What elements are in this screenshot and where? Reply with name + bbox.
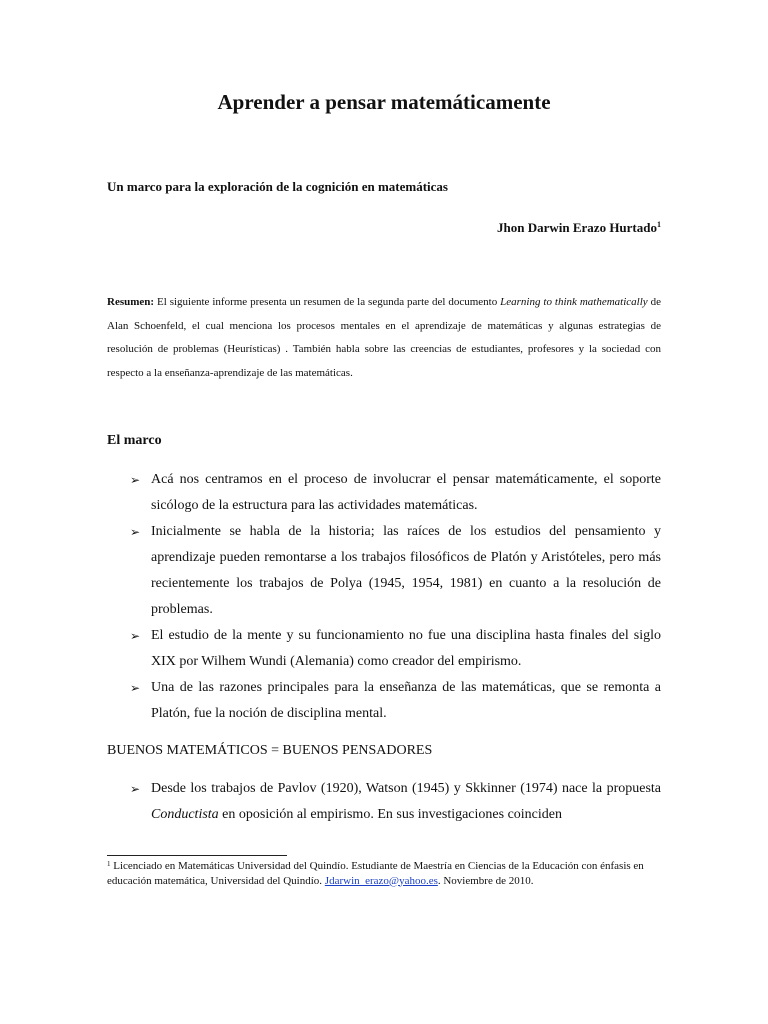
list-item	[107, 519, 661, 623]
email-link[interactable]: Jdarwin_erazo@yahoo.es	[324, 874, 438, 887]
list-item-italic: Conductista	[151, 807, 219, 822]
document-title: Aprender a pensar matemáticamente	[217, 90, 551, 114]
footnote	[107, 859, 661, 888]
abstract-label: Resumen:	[107, 296, 155, 308]
list-item-text-part2: en oposición al empirismo. En sus investigaciones coinciden	[218, 807, 562, 822]
bullet-list	[107, 467, 661, 727]
arrow-bullet-icon: ➢	[130, 525, 141, 539]
abstract-text-part2: de Alan Schoenfeld, el cual menciona los procesos mentales en el aprendizaje de matemáticas y algunas estrategias de resolución de problemas (Heurísticas) . También habla sobre las creencias de estudiantes, profesores y la sociedad con respecto a la enseñanza-aprendizaje de las matemáticas.	[107, 296, 662, 379]
abstract-italic-title: Learning to think mathematically	[500, 296, 648, 308]
section-heading: El marco	[107, 433, 162, 448]
list-item-text: Una de las razones principales para la enseñanza de las matemáticas, que se remonta a Platón, fue la noción de disciplina mental.	[151, 680, 661, 721]
footnote-text-part2: . Noviembre de 2010.	[437, 874, 534, 887]
arrow-bullet-icon: ➢	[130, 681, 141, 695]
document-subtitle: Un marco para la exploración de la cognición en matemáticas	[107, 179, 448, 194]
arrow-bullet-icon: ➢	[130, 782, 141, 796]
arrow-bullet-icon: ➢	[130, 473, 141, 487]
abstract-text-part1: El siguiente informe presenta un resumen de la segunda parte del documento	[154, 296, 501, 308]
list-item	[107, 467, 661, 519]
author-name: Jhon Darwin Erazo Hurtado	[497, 220, 657, 235]
list-item	[107, 776, 661, 828]
equation-heading: BUENOS MATEMÁTICOS = BUENOS PENSADORES	[107, 743, 433, 758]
list-item-text: Inicialmente se habla de la historia; las raíces de los estudios del pensamiento y aprendizaje pueden remontarse a los trabajos filosóficos de Platón y Aristóteles, pero más recientemente los trabajos de Polya (1945, 1954, 1981) en cuanto a la resolución de problemas.	[151, 524, 661, 617]
list-item	[107, 675, 661, 727]
abstract-paragraph	[107, 291, 661, 385]
list-item-text-part1: Desde los trabajos de Pavlov (1920), Watson (1945) y Skkinner (1974) nace la propuesta	[151, 781, 661, 796]
list-item	[107, 623, 661, 675]
author-line	[497, 219, 661, 237]
footnote-mark: 1	[107, 860, 111, 868]
bullet-list-continued	[107, 776, 661, 828]
author-footnote-mark: 1	[657, 220, 661, 229]
list-item-text: Acá nos centramos en el proceso de involucrar el pensar matemáticamente, el soporte sicólogo de la estructura para las actividades matemáticas.	[151, 472, 661, 513]
footnote-text-part1: Licenciado en Matemáticas Universidad del Quindío. Estudiante de Maestría en Ciencias de la Educación con énfasis en educación matemática, Universidad del Quindío.	[107, 860, 644, 887]
arrow-bullet-icon: ➢	[130, 629, 141, 643]
footnote-separator	[107, 855, 287, 856]
list-item-text: El estudio de la mente y su funcionamiento no fue una disciplina hasta finales del siglo XIX por Wilhem Wundi (Alemania) como creador del empirismo.	[151, 628, 661, 669]
